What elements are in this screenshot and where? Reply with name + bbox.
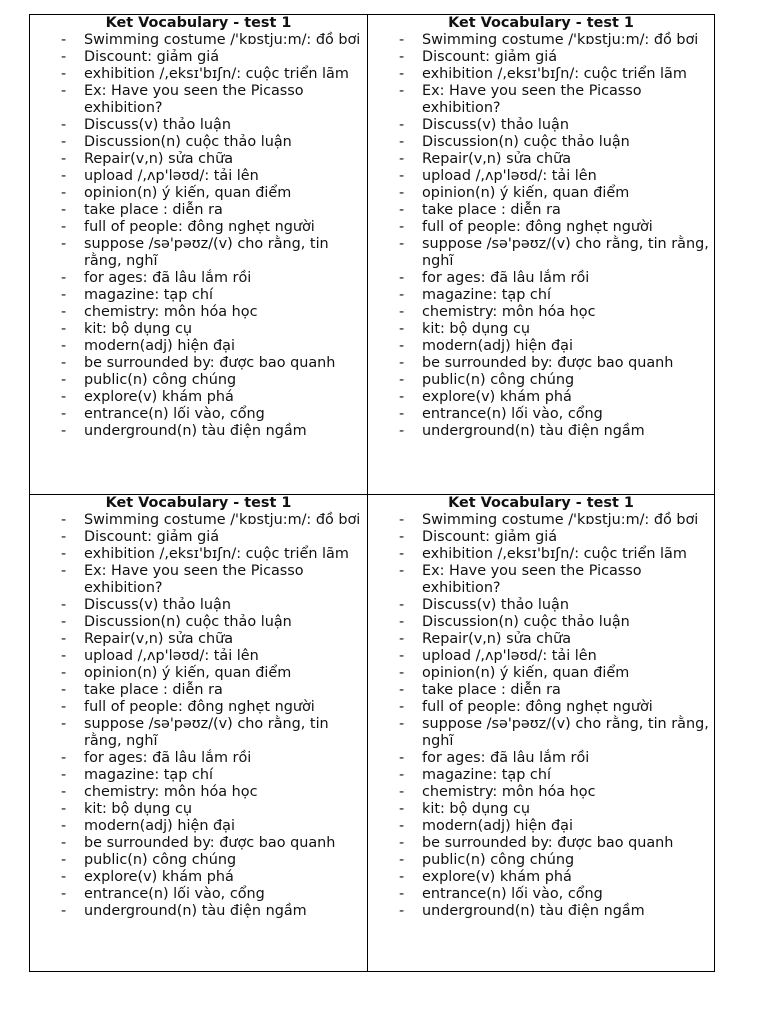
vocab-item [368, 835, 714, 852]
vocab-text: underground(n) tàu điện ngầm [422, 903, 645, 919]
vocab-item [30, 32, 367, 49]
bullet-dash: - [399, 321, 405, 337]
bullet-dash: - [61, 287, 67, 303]
vocab-text: Ex: Have you seen the Picasso exhibition? [84, 563, 304, 596]
vocab-text: Discussion(n) cuộc thảo luận [422, 614, 630, 630]
bullet-dash: - [399, 886, 405, 902]
bullet-dash: - [399, 801, 405, 817]
vocab-item [368, 321, 714, 338]
bullet-dash: - [61, 389, 67, 405]
bullet-dash: - [399, 546, 405, 562]
bullet-dash: - [399, 355, 405, 371]
bullet-dash: - [399, 750, 405, 766]
vocab-text: Discuss(v) thảo luận [422, 597, 569, 613]
vocab-item [368, 818, 714, 835]
bullet-dash: - [61, 168, 67, 184]
vocab-item [368, 886, 714, 903]
vocab-item [30, 529, 367, 546]
vocab-text: be surrounded by: được bao quanh [422, 355, 674, 371]
bullet-dash: - [61, 406, 67, 422]
vocab-text: Discount: giảm giá [422, 49, 558, 65]
vocab-text: chemistry: môn hóa học [422, 784, 596, 800]
vocab-text: modern(adj) hiện đại [84, 818, 235, 834]
vocab-item [30, 767, 367, 784]
vocab-text: be surrounded by: được bao quanh [422, 835, 674, 851]
vocab-text: public(n) công chúng [422, 852, 575, 868]
vocab-text: suppose /sə'pəʊz/(v) cho rằng, tin rằng, nghĩ [84, 236, 329, 269]
bullet-dash: - [399, 665, 405, 681]
vocab-item [30, 665, 367, 682]
vocab-item [30, 202, 367, 219]
vocab-text: Discuss(v) thảo luận [422, 117, 569, 133]
bullet-dash: - [399, 270, 405, 286]
vocab-list [368, 32, 714, 440]
bullet-dash: - [399, 563, 405, 579]
bullet-dash: - [399, 512, 405, 528]
vocab-item [30, 563, 367, 597]
bullet-dash: - [61, 648, 67, 664]
bullet-dash: - [61, 716, 67, 732]
vocab-item [30, 270, 367, 287]
bullet-dash: - [399, 716, 405, 732]
bullet-dash: - [399, 818, 405, 834]
card-title: Ket Vocabulary - test 1 [448, 495, 634, 511]
bullet-dash: - [399, 236, 405, 252]
vocab-item [368, 338, 714, 355]
bullet-dash: - [61, 682, 67, 698]
vocab-item [368, 784, 714, 801]
vocab-item [368, 546, 714, 563]
bullet-dash: - [61, 546, 67, 562]
vocab-text: full of people: đông nghẹt người [422, 219, 653, 235]
vocab-item [30, 185, 367, 202]
vocab-text: opinion(n) ý kiến, quan điểm [422, 185, 630, 201]
vocab-text: Discount: giảm giá [422, 529, 558, 545]
vocab-item [30, 49, 367, 66]
vocab-item [30, 151, 367, 168]
vocab-item [368, 236, 714, 270]
vocab-text: opinion(n) ý kiến, quan điểm [422, 665, 630, 681]
vocab-card-top-left [30, 15, 368, 495]
vocab-text: opinion(n) ý kiến, quan điểm [84, 665, 292, 681]
vocab-item [30, 117, 367, 134]
bullet-dash: - [61, 219, 67, 235]
bullet-dash: - [399, 151, 405, 167]
vocab-text: Swimming costume /'kɒstju:m/: đồ bơi [84, 512, 361, 528]
vocab-item [30, 597, 367, 614]
vocab-item [368, 83, 714, 117]
vocab-item [368, 355, 714, 372]
vocab-item [30, 168, 367, 185]
vocab-item [368, 903, 714, 920]
vocab-text: Discuss(v) thảo luận [84, 597, 231, 613]
card-title: Ket Vocabulary - test 1 [105, 15, 292, 31]
bullet-dash: - [61, 355, 67, 371]
bullet-dash: - [399, 869, 405, 885]
bullet-dash: - [61, 886, 67, 902]
vocab-text: Discussion(n) cuộc thảo luận [422, 134, 630, 150]
vocab-item [30, 321, 367, 338]
vocab-text: full of people: đông nghẹt người [422, 699, 653, 715]
vocabulary-table [29, 14, 715, 972]
vocab-item [368, 134, 714, 151]
vocab-item [30, 835, 367, 852]
vocab-item [368, 406, 714, 423]
vocab-item [368, 597, 714, 614]
vocab-item [30, 699, 367, 716]
vocab-text: magazine: tạp chí [422, 287, 551, 303]
vocab-item [30, 546, 367, 563]
vocab-item [30, 236, 367, 270]
vocab-text: upload /,ʌp'ləʊd/: tải lên [422, 168, 597, 184]
bullet-dash: - [399, 372, 405, 388]
vocab-item [30, 304, 367, 321]
vocab-text: Discuss(v) thảo luận [84, 117, 231, 133]
bullet-dash: - [399, 83, 405, 99]
vocab-text: for ages: đã lâu lắm rồi [84, 270, 252, 286]
vocab-text: opinion(n) ý kiến, quan điểm [84, 185, 292, 201]
bullet-dash: - [61, 529, 67, 545]
vocab-card-top-right [368, 15, 714, 495]
vocab-item [368, 716, 714, 750]
vocab-text: upload /,ʌp'ləʊd/: tải lên [84, 168, 259, 184]
bullet-dash: - [61, 321, 67, 337]
bullet-dash: - [61, 512, 67, 528]
vocab-text: take place : diễn ra [422, 202, 561, 218]
vocab-text: explore(v) khám phá [422, 869, 572, 885]
bullet-dash: - [61, 665, 67, 681]
bullet-dash: - [61, 869, 67, 885]
bullet-dash: - [399, 529, 405, 545]
vocab-text: Discussion(n) cuộc thảo luận [84, 614, 292, 630]
bullet-dash: - [61, 134, 67, 150]
vocab-text: modern(adj) hiện đại [422, 818, 573, 834]
vocab-item [368, 631, 714, 648]
vocab-item [30, 716, 367, 750]
card-title: Ket Vocabulary - test 1 [448, 15, 634, 31]
vocab-text: entrance(n) lối vào, cổng [84, 406, 265, 422]
vocab-text: Ex: Have you seen the Picasso exhibition? [84, 83, 304, 116]
vocab-list [368, 512, 714, 920]
vocab-text: full of people: đông nghẹt người [84, 699, 315, 715]
vocab-text: underground(n) tàu điện ngầm [84, 423, 307, 439]
vocab-item [30, 406, 367, 423]
bullet-dash: - [399, 699, 405, 715]
card-title: Ket Vocabulary - test 1 [105, 495, 292, 511]
bullet-dash: - [399, 423, 405, 439]
vocab-item [30, 355, 367, 372]
vocab-text: exhibition /,eksɪ'bɪʃn/: cuộc triển lãm [84, 546, 349, 562]
vocab-item [368, 423, 714, 440]
bullet-dash: - [61, 151, 67, 167]
vocab-item [30, 801, 367, 818]
bullet-dash: - [61, 614, 67, 630]
bullet-dash: - [399, 406, 405, 422]
vocab-text: take place : diễn ra [84, 202, 223, 218]
vocab-text: chemistry: môn hóa học [84, 784, 258, 800]
vocab-item [368, 750, 714, 767]
vocab-text: Repair(v,n) sửa chữa [84, 631, 234, 647]
vocab-text: magazine: tạp chí [84, 287, 213, 303]
vocab-item [30, 219, 367, 236]
vocab-text: exhibition /,eksɪ'bɪʃn/: cuộc triển lãm [84, 66, 349, 82]
bullet-dash: - [61, 423, 67, 439]
bullet-dash: - [61, 372, 67, 388]
bullet-dash: - [61, 32, 67, 48]
vocab-text: modern(adj) hiện đại [84, 338, 235, 354]
vocab-item [368, 168, 714, 185]
vocab-text: upload /,ʌp'ləʊd/: tải lên [84, 648, 259, 664]
vocab-item [368, 185, 714, 202]
vocab-text: magazine: tạp chí [84, 767, 213, 783]
bullet-dash: - [399, 338, 405, 354]
vocab-item [30, 83, 367, 117]
vocab-item [30, 852, 367, 869]
vocab-item [368, 372, 714, 389]
vocab-text: explore(v) khám phá [84, 869, 234, 885]
bullet-dash: - [399, 631, 405, 647]
vocab-text: magazine: tạp chí [422, 767, 551, 783]
vocab-text: exhibition /,eksɪ'bɪʃn/: cuộc triển lãm [422, 66, 687, 82]
vocab-text: Repair(v,n) sửa chữa [422, 151, 572, 167]
vocab-text: Swimming costume /'kɒstju:m/: đồ bơi [422, 512, 699, 528]
vocab-text: entrance(n) lối vào, cổng [422, 886, 603, 902]
vocab-item [30, 372, 367, 389]
vocab-item [30, 423, 367, 440]
bullet-dash: - [399, 32, 405, 48]
bullet-dash: - [61, 852, 67, 868]
vocab-text: be surrounded by: được bao quanh [84, 355, 336, 371]
vocab-text: take place : diễn ra [84, 682, 223, 698]
vocab-text: suppose /sə'pəʊz/(v) cho rằng, tin rằng, nghĩ [422, 236, 709, 269]
bullet-dash: - [399, 117, 405, 133]
bullet-dash: - [61, 835, 67, 851]
vocab-item [30, 648, 367, 665]
vocab-text: Discount: giảm giá [84, 529, 220, 545]
vocab-item [368, 801, 714, 818]
vocab-text: kit: bộ dụng cụ [84, 321, 193, 337]
vocab-text: take place : diễn ra [422, 682, 561, 698]
vocab-text: suppose /sə'pəʊz/(v) cho rằng, tin rằng, nghĩ [422, 716, 709, 749]
vocab-item [368, 869, 714, 886]
bullet-dash: - [399, 648, 405, 664]
vocab-text: public(n) công chúng [84, 852, 237, 868]
vocab-item [368, 270, 714, 287]
bullet-dash: - [61, 66, 67, 82]
vocab-item [30, 512, 367, 529]
vocab-item [30, 66, 367, 83]
bullet-dash: - [399, 835, 405, 851]
vocab-text: full of people: đông nghẹt người [84, 219, 315, 235]
vocab-item [368, 852, 714, 869]
vocab-item [30, 784, 367, 801]
bullet-dash: - [61, 631, 67, 647]
vocab-text: exhibition /,eksɪ'bɪʃn/: cuộc triển lãm [422, 546, 687, 562]
bullet-dash: - [61, 270, 67, 286]
vocab-item [30, 682, 367, 699]
vocab-text: Repair(v,n) sửa chữa [422, 631, 572, 647]
vocab-text: Swimming costume /'kɒstju:m/: đồ bơi [84, 32, 361, 48]
vocab-text: suppose /sə'pəʊz/(v) cho rằng, tin rằng, nghĩ [84, 716, 329, 749]
vocab-item [368, 529, 714, 546]
vocab-text: Repair(v,n) sửa chữa [84, 151, 234, 167]
bullet-dash: - [61, 750, 67, 766]
vocab-text: Discount: giảm giá [84, 49, 220, 65]
vocab-text: for ages: đã lâu lắm rồi [422, 270, 590, 286]
vocab-text: entrance(n) lối vào, cổng [422, 406, 603, 422]
bullet-dash: - [61, 117, 67, 133]
vocab-item [368, 767, 714, 784]
vocab-text: chemistry: môn hóa học [84, 304, 258, 320]
vocab-item [30, 869, 367, 886]
vocab-text: underground(n) tàu điện ngầm [422, 423, 645, 439]
bullet-dash: - [399, 168, 405, 184]
vocab-text: Ex: Have you seen the Picasso exhibition? [422, 563, 642, 596]
vocab-item [368, 563, 714, 597]
vocab-item [30, 886, 367, 903]
vocab-text: underground(n) tàu điện ngầm [84, 903, 307, 919]
bullet-dash: - [61, 185, 67, 201]
vocab-item [368, 287, 714, 304]
vocab-text: Discussion(n) cuộc thảo luận [84, 134, 292, 150]
bullet-dash: - [399, 219, 405, 235]
vocab-item [368, 682, 714, 699]
vocab-item [30, 287, 367, 304]
bullet-dash: - [61, 49, 67, 65]
bullet-dash: - [399, 134, 405, 150]
bullet-dash: - [399, 287, 405, 303]
bullet-dash: - [399, 185, 405, 201]
bullet-dash: - [399, 784, 405, 800]
vocab-item [368, 202, 714, 219]
bullet-dash: - [61, 202, 67, 218]
vocab-text: be surrounded by: được bao quanh [84, 835, 336, 851]
vocab-text: for ages: đã lâu lắm rồi [84, 750, 252, 766]
bullet-dash: - [399, 49, 405, 65]
vocab-text: Ex: Have you seen the Picasso exhibition? [422, 83, 642, 116]
vocab-card-bottom-left [30, 495, 368, 971]
bullet-dash: - [61, 903, 67, 919]
vocab-text: explore(v) khám phá [422, 389, 572, 405]
vocab-text: public(n) công chúng [422, 372, 575, 388]
bullet-dash: - [399, 597, 405, 613]
vocab-text: entrance(n) lối vào, cổng [84, 886, 265, 902]
bullet-dash: - [61, 563, 67, 579]
vocab-item [368, 614, 714, 631]
bullet-dash: - [399, 66, 405, 82]
bullet-dash: - [61, 338, 67, 354]
bullet-dash: - [399, 389, 405, 405]
vocab-list [30, 512, 367, 920]
vocab-item [30, 614, 367, 631]
vocab-item [30, 338, 367, 355]
bullet-dash: - [61, 699, 67, 715]
vocab-text: for ages: đã lâu lắm rồi [422, 750, 590, 766]
vocab-card-bottom-right [368, 495, 714, 971]
vocab-item [30, 903, 367, 920]
vocab-text: explore(v) khám phá [84, 389, 234, 405]
vocab-text: upload /,ʌp'ləʊd/: tải lên [422, 648, 597, 664]
vocab-text: chemistry: môn hóa học [422, 304, 596, 320]
vocab-item [368, 49, 714, 66]
vocab-text: kit: bộ dụng cụ [422, 801, 531, 817]
bullet-dash: - [399, 614, 405, 630]
vocab-text: kit: bộ dụng cụ [422, 321, 531, 337]
bullet-dash: - [61, 801, 67, 817]
vocab-text: public(n) công chúng [84, 372, 237, 388]
bullet-dash: - [399, 903, 405, 919]
vocab-item [368, 512, 714, 529]
bullet-dash: - [399, 202, 405, 218]
bullet-dash: - [61, 818, 67, 834]
bullet-dash: - [399, 304, 405, 320]
vocab-list [30, 32, 367, 440]
vocab-item [368, 219, 714, 236]
bullet-dash: - [61, 767, 67, 783]
bullet-dash: - [61, 236, 67, 252]
bullet-dash: - [399, 852, 405, 868]
vocab-item [368, 66, 714, 83]
vocab-item [30, 818, 367, 835]
vocab-item [368, 699, 714, 716]
vocab-text: kit: bộ dụng cụ [84, 801, 193, 817]
bullet-dash: - [399, 682, 405, 698]
vocab-item [30, 631, 367, 648]
bullet-dash: - [61, 83, 67, 99]
vocab-text: modern(adj) hiện đại [422, 338, 573, 354]
vocab-item [30, 389, 367, 406]
vocab-item [368, 304, 714, 321]
vocab-item [30, 134, 367, 151]
bullet-dash: - [61, 597, 67, 613]
vocab-item [368, 151, 714, 168]
bullet-dash: - [61, 304, 67, 320]
vocab-item [368, 665, 714, 682]
vocab-item [30, 750, 367, 767]
vocab-item [368, 117, 714, 134]
vocab-item [368, 389, 714, 406]
vocab-text: Swimming costume /'kɒstju:m/: đồ bơi [422, 32, 699, 48]
bullet-dash: - [61, 784, 67, 800]
vocab-item [368, 648, 714, 665]
bullet-dash: - [399, 767, 405, 783]
vocab-item [368, 32, 714, 49]
